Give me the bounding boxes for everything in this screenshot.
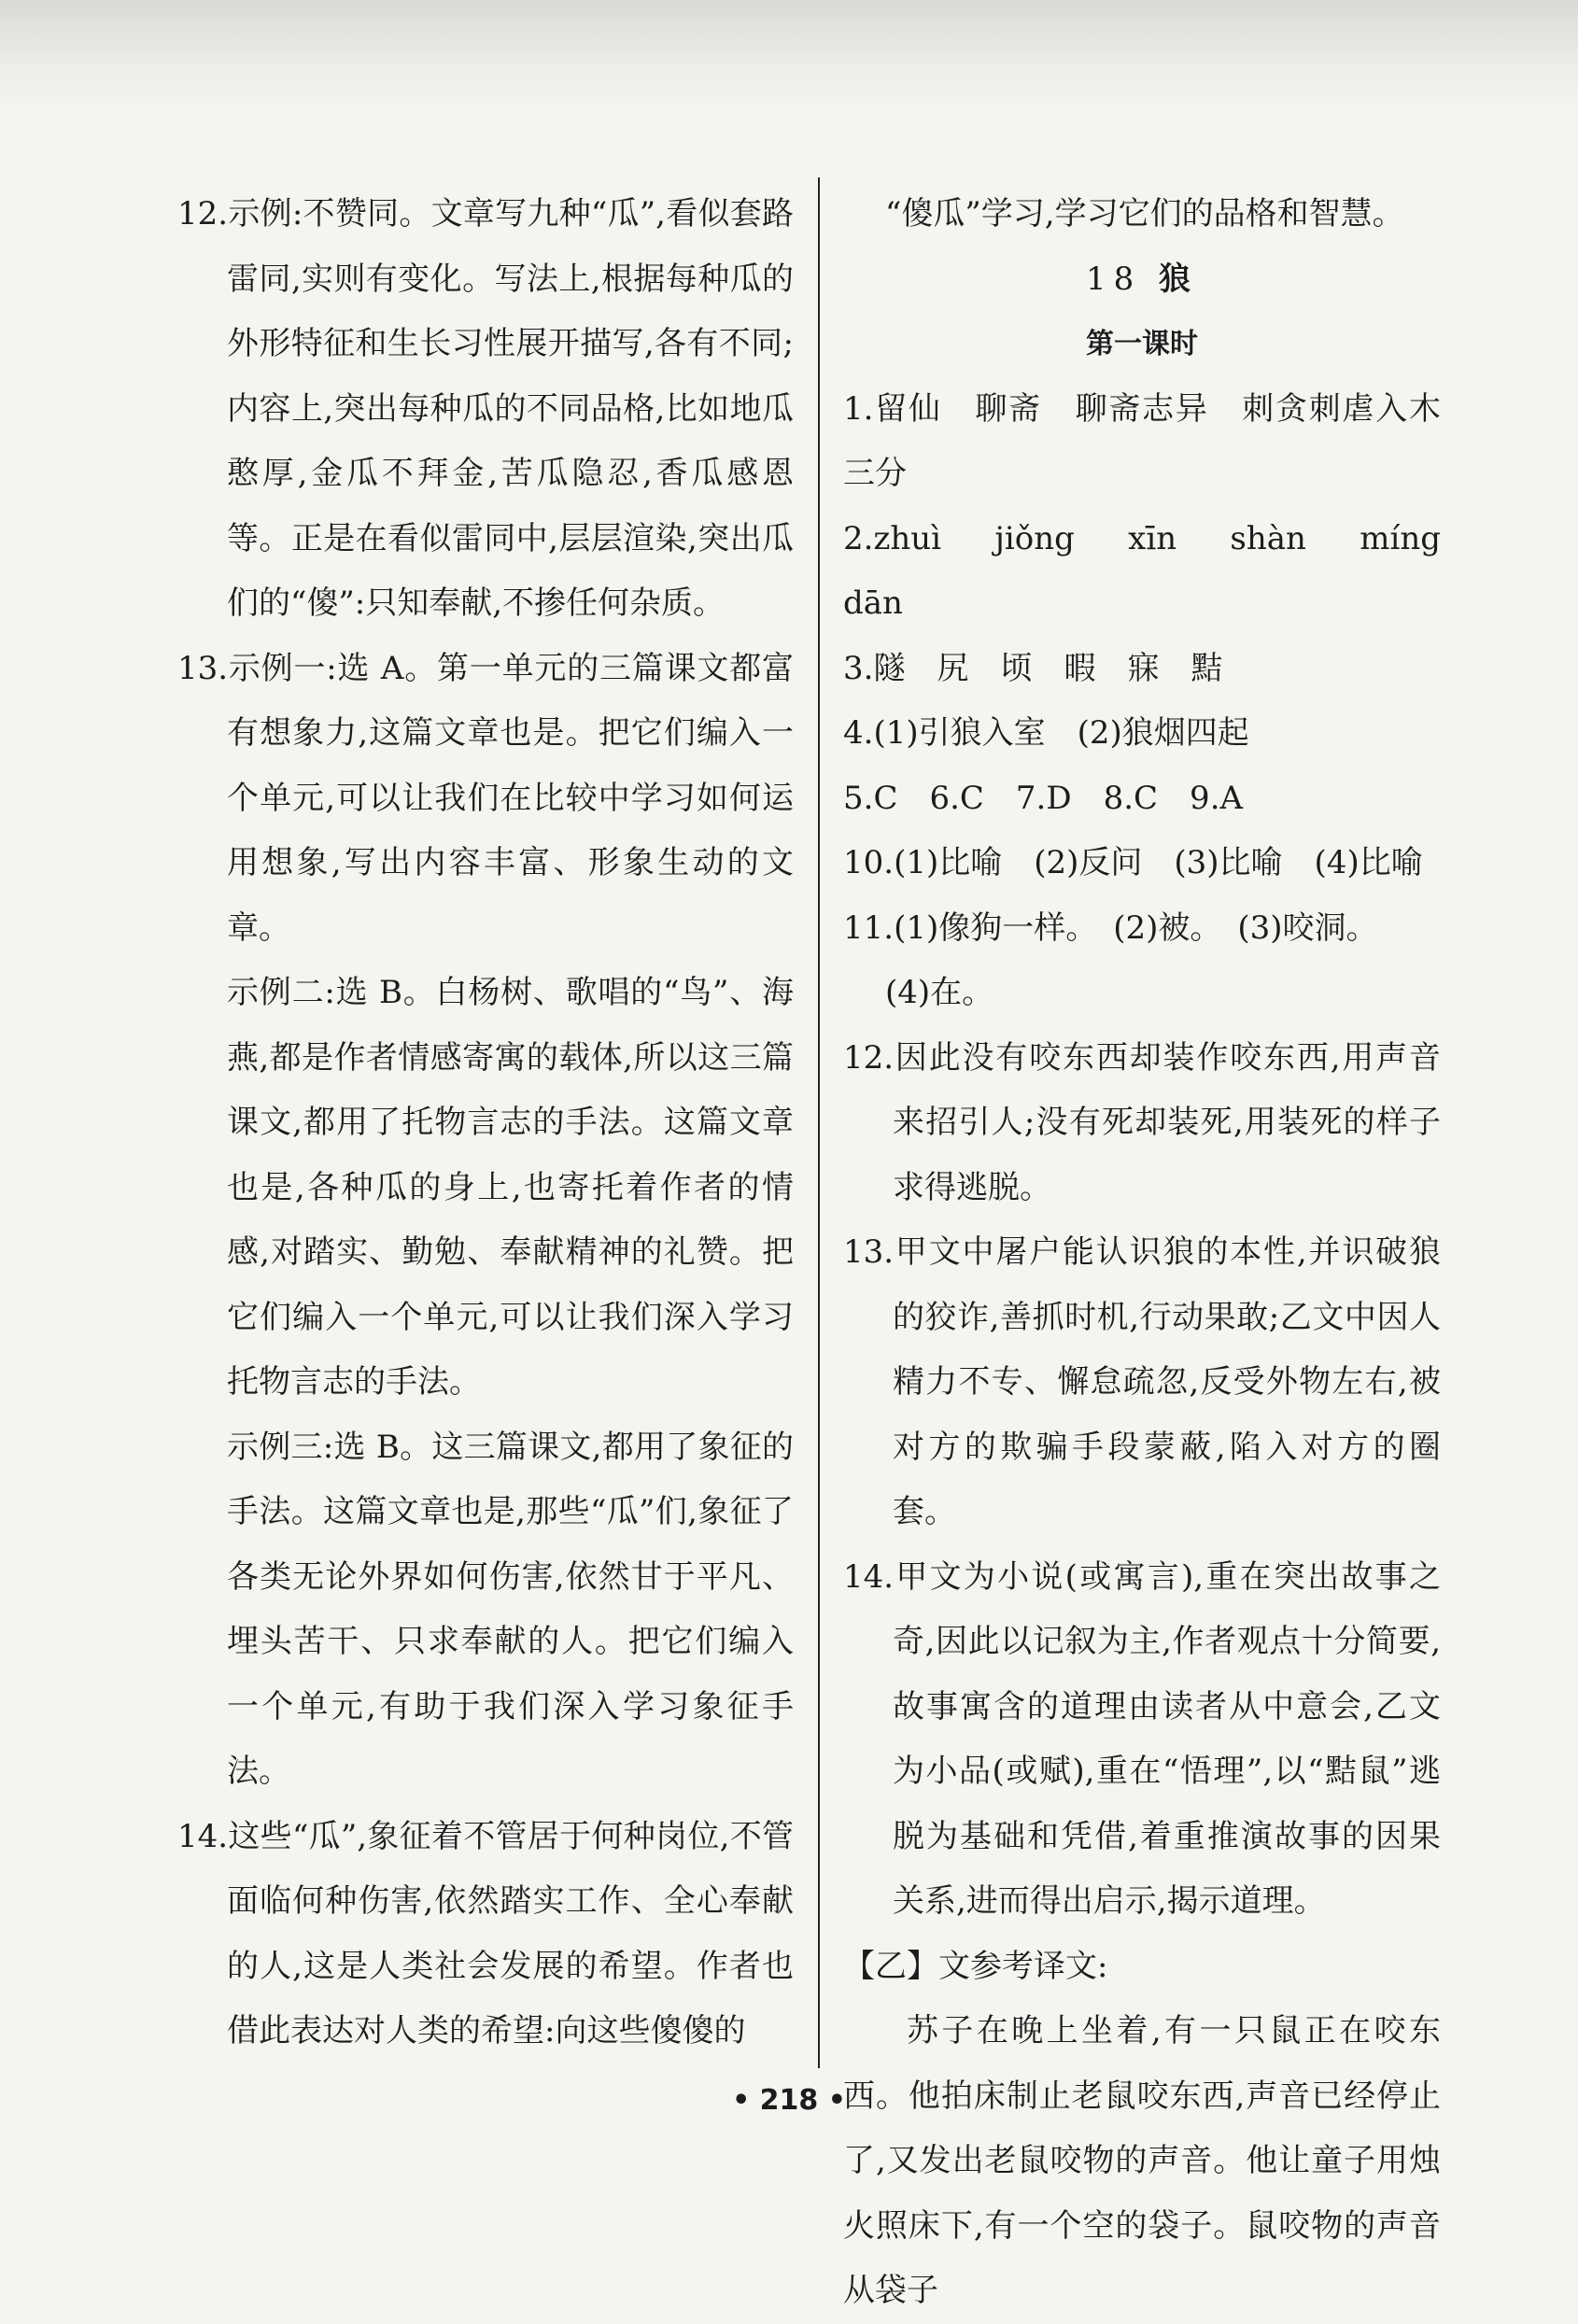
answer-12-left: 12.示例:不赞同。文章写九种“瓜”,看似套路雷同,实则有变化。写法上,根据每种瓜的外形特征和生长习性展开描写,各有不同;内容上,突出每种瓜的不同品格,比如地瓜憨厚,金瓜不拜金,苦瓜隐忍,香瓜感恩等。正是在看似雷同中,层层渲染,突出瓜们的“傻”:只知奉献,不掺任何杂质。: [177, 195, 794, 622]
translation-heading: 【乙】文参考译文:: [843, 1947, 1108, 1985]
answer-11-continuation: (4)在。: [885, 974, 994, 1011]
answer-13-example-2: 示例二:选 B。白杨树、歌唱的“鸟”、海燕,都是作者情感寄寓的载体,所以这三篇课文,都用了托物言志的手法。这篇文章也是,各种瓜的身上,也寄托着作者的情感,对踏实、勤勉、奉献精神的礼赞。把它们编入一个单元,可以让我们深入学习托物言志的手法。: [227, 974, 794, 1401]
answer-12-right: 12.因此没有咬东西却装作咬东西,用声音来招引人;没有死却装死,用装死的样子求得逃脱。: [843, 1038, 1441, 1206]
answer-13-example-3: 示例三:选 B。这三篇课文,都用了象征的手法。这篇文章也是,那些“瓜”们,象征了各类无论外界如何伤害,依然甘于平凡、埋头苦干、只求奉献的人。把它们编入一个单元,有助于我们深入学习象征手法。: [227, 1428, 794, 1790]
answer-14-right: 14.甲文为小说(或寓言),重在突出故事之奇,因此以记叙为主,作者观点十分简要,故事寓含的道理由读者从中意会,乙文为小品(或赋),重在“悟理”,以“黠鼠”逃脱为基础和凭借,着重推演故事的因果关系,进而得出启示,揭示道理。: [843, 1557, 1441, 1920]
answer-3: 3.隧 尻 顷 暇 寐 黠: [843, 649, 1223, 687]
page-number: • 218 •: [732, 2084, 846, 2117]
answer-13-right: 13.甲文中屠户能认识狼的本性,并识破狼的狡诈,善抓时机,行动果敢;乙文中因人精力不专、懈怠疏忽,反受外物左右,被对方的欺骗手段蒙蔽,陷入对方的圈套。: [843, 1233, 1441, 1530]
answer-14-continuation: “傻瓜”学习,学习它们的品格和智慧。: [885, 195, 1404, 232]
answer-11: 11.(1)像狗一样。 (2)被。 (3)咬洞。: [843, 908, 1378, 947]
answer-14-left: 14.这些“瓜”,象征着不管居于何种岗位,不管面临何种伤害,依然踏实工作、全心奉献的人,这是人类社会发展的希望。作者也借此表达对人类的希望:向这些傻傻的: [177, 1817, 794, 2049]
lesson-heading: [843, 247, 1441, 313]
left-column: [177, 182, 794, 2064]
answer-10: 10.(1)比喻 (2)反问 (3)比喻 (4)比喻: [843, 844, 1423, 881]
answer-2: 2.zhuì jiǒng xīn shàn míng dān: [843, 519, 1472, 622]
period-title: 第一课时: [1086, 328, 1198, 360]
lesson-title: 狼: [1159, 260, 1199, 298]
scan-top-shadow: [0, 0, 1578, 112]
answer-13-example-1: 13.示例一:选 A。第一单元的三篇课文都富有想象力,这篇文章也是。把它们编入一个单元,可以让我们在比较中学习如何运用想象,写出内容丰富、形象生动的文章。: [177, 649, 794, 947]
right-column: [843, 182, 1472, 2324]
answer-1: 1.留仙 聊斋 聊斋志异 刺贪刺虐入木三分: [843, 389, 1441, 492]
answer-5-9: 5.C 6.C 7.D 8.C 9.A: [843, 779, 1244, 817]
lesson-number: 18: [1085, 260, 1142, 298]
column-divider: [818, 177, 820, 2068]
translation-text: 苏子在晚上坐着,有一只鼠正在咬东西。他拍床制止老鼠咬东西,声音已经停止了,又发出老鼠咬物的声音。他让童子用烛火照床下,有一个空的袋子。鼠咬物的声音从袋子: [843, 2012, 1441, 2309]
answer-4: 4.(1)引狼入室 (2)狼烟四起: [843, 714, 1249, 752]
